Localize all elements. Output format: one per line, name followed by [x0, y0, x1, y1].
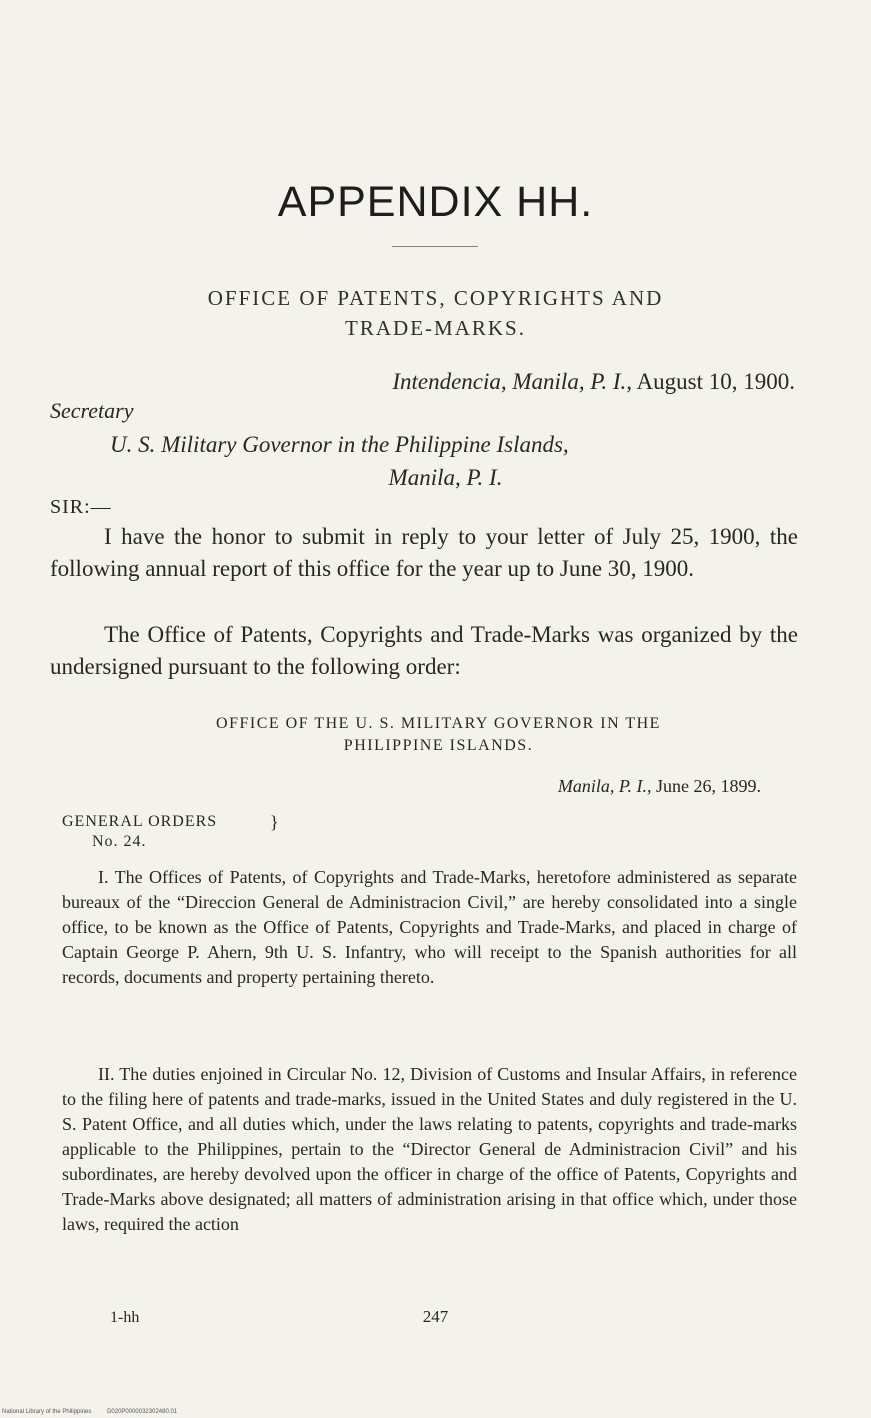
body-paragraph-1: I have the honor to submit in reply to your letter of July 25, 1900, the following annual report of this office for the year up to June 30, 1900. [50, 524, 798, 581]
scan-credit [2, 1409, 191, 1415]
office-heading-line-2: TRADE-MARKS. [345, 316, 526, 340]
appendix-title: APPENDIX HH. [277, 178, 594, 226]
page-number: 247 [422, 1307, 449, 1326]
brace-mark: } [270, 812, 280, 832]
signature-mark: 1-hh [110, 1309, 140, 1326]
general-orders-block [62, 812, 280, 852]
credit-library: National Library of the Philippines [2, 1409, 92, 1415]
office-heading [0, 283, 871, 343]
general-orders-number: No. 24. [92, 833, 147, 850]
credit-code: D020P0000032302480.01 [107, 1409, 178, 1415]
order-paragraph-1: I. The Offices of Patents, of Copyrights and Trade-Marks, heretofore administered as separate bureaux of the “Direccion General de Administracion Civil,” are hereby consolidated into a single office, to be known as the Office of Patents, Copyrights and Trade-Marks, and placed in charge of Captain George P. Ahern, 9th U. S. Infantry, who will receipt to the Spanish authorities for all records, documents and property pertaining thereto. [62, 867, 797, 987]
address-line-3: Manila, P. I. [388, 465, 503, 490]
general-orders-label: GENERAL ORDERS [62, 813, 218, 830]
order-date: June 26, 1899. [656, 776, 761, 796]
dateline-date: August 10, 1900. [636, 369, 795, 394]
body-paragraph-2: The Office of Patents, Copyrights and Trade-Marks was organized by the undersigned pursuant to the following order: [50, 622, 798, 679]
order-heading [0, 713, 871, 757]
title-rule [392, 246, 478, 247]
order-heading-line-1: OFFICE OF THE U. S. MILITARY GOVERNOR IN THE [216, 715, 661, 732]
order-paragraph-2: II. The duties enjoined in Circular No. 12, Division of Customs and Insular Affairs, in reference to the filing here of patents and trade-marks, issued in the United States and duly registered in the U. S. Patent Office, and all duties which, under the laws relating to patents, copyrights and trade-marks applicable to the Philippines, pertain to the “Director General de Administracion Civil” and his subordinates, are hereby devolved upon the officer in charge of the office of Patents, Copyrights and Trade-Marks above designated; all matters of administration arising in that office which, under those laws, required the action [62, 1064, 797, 1234]
order-dateline [558, 776, 761, 797]
order-place: Manila, P. I., [557, 776, 652, 796]
dateline-place: Intendencia, Manila, P. I., [392, 369, 633, 394]
office-heading-line-1: OFFICE OF PATENTS, COPYRIGHTS AND [207, 286, 664, 310]
order-heading-line-2: PHILIPPINE ISLANDS. [343, 737, 534, 754]
dateline [392, 367, 795, 397]
address-line-2: U. S. Military Governor in the Philippine Islands, [110, 432, 569, 457]
address-line-1: Secretary [50, 398, 134, 423]
salutation: SIR:— [50, 496, 112, 518]
